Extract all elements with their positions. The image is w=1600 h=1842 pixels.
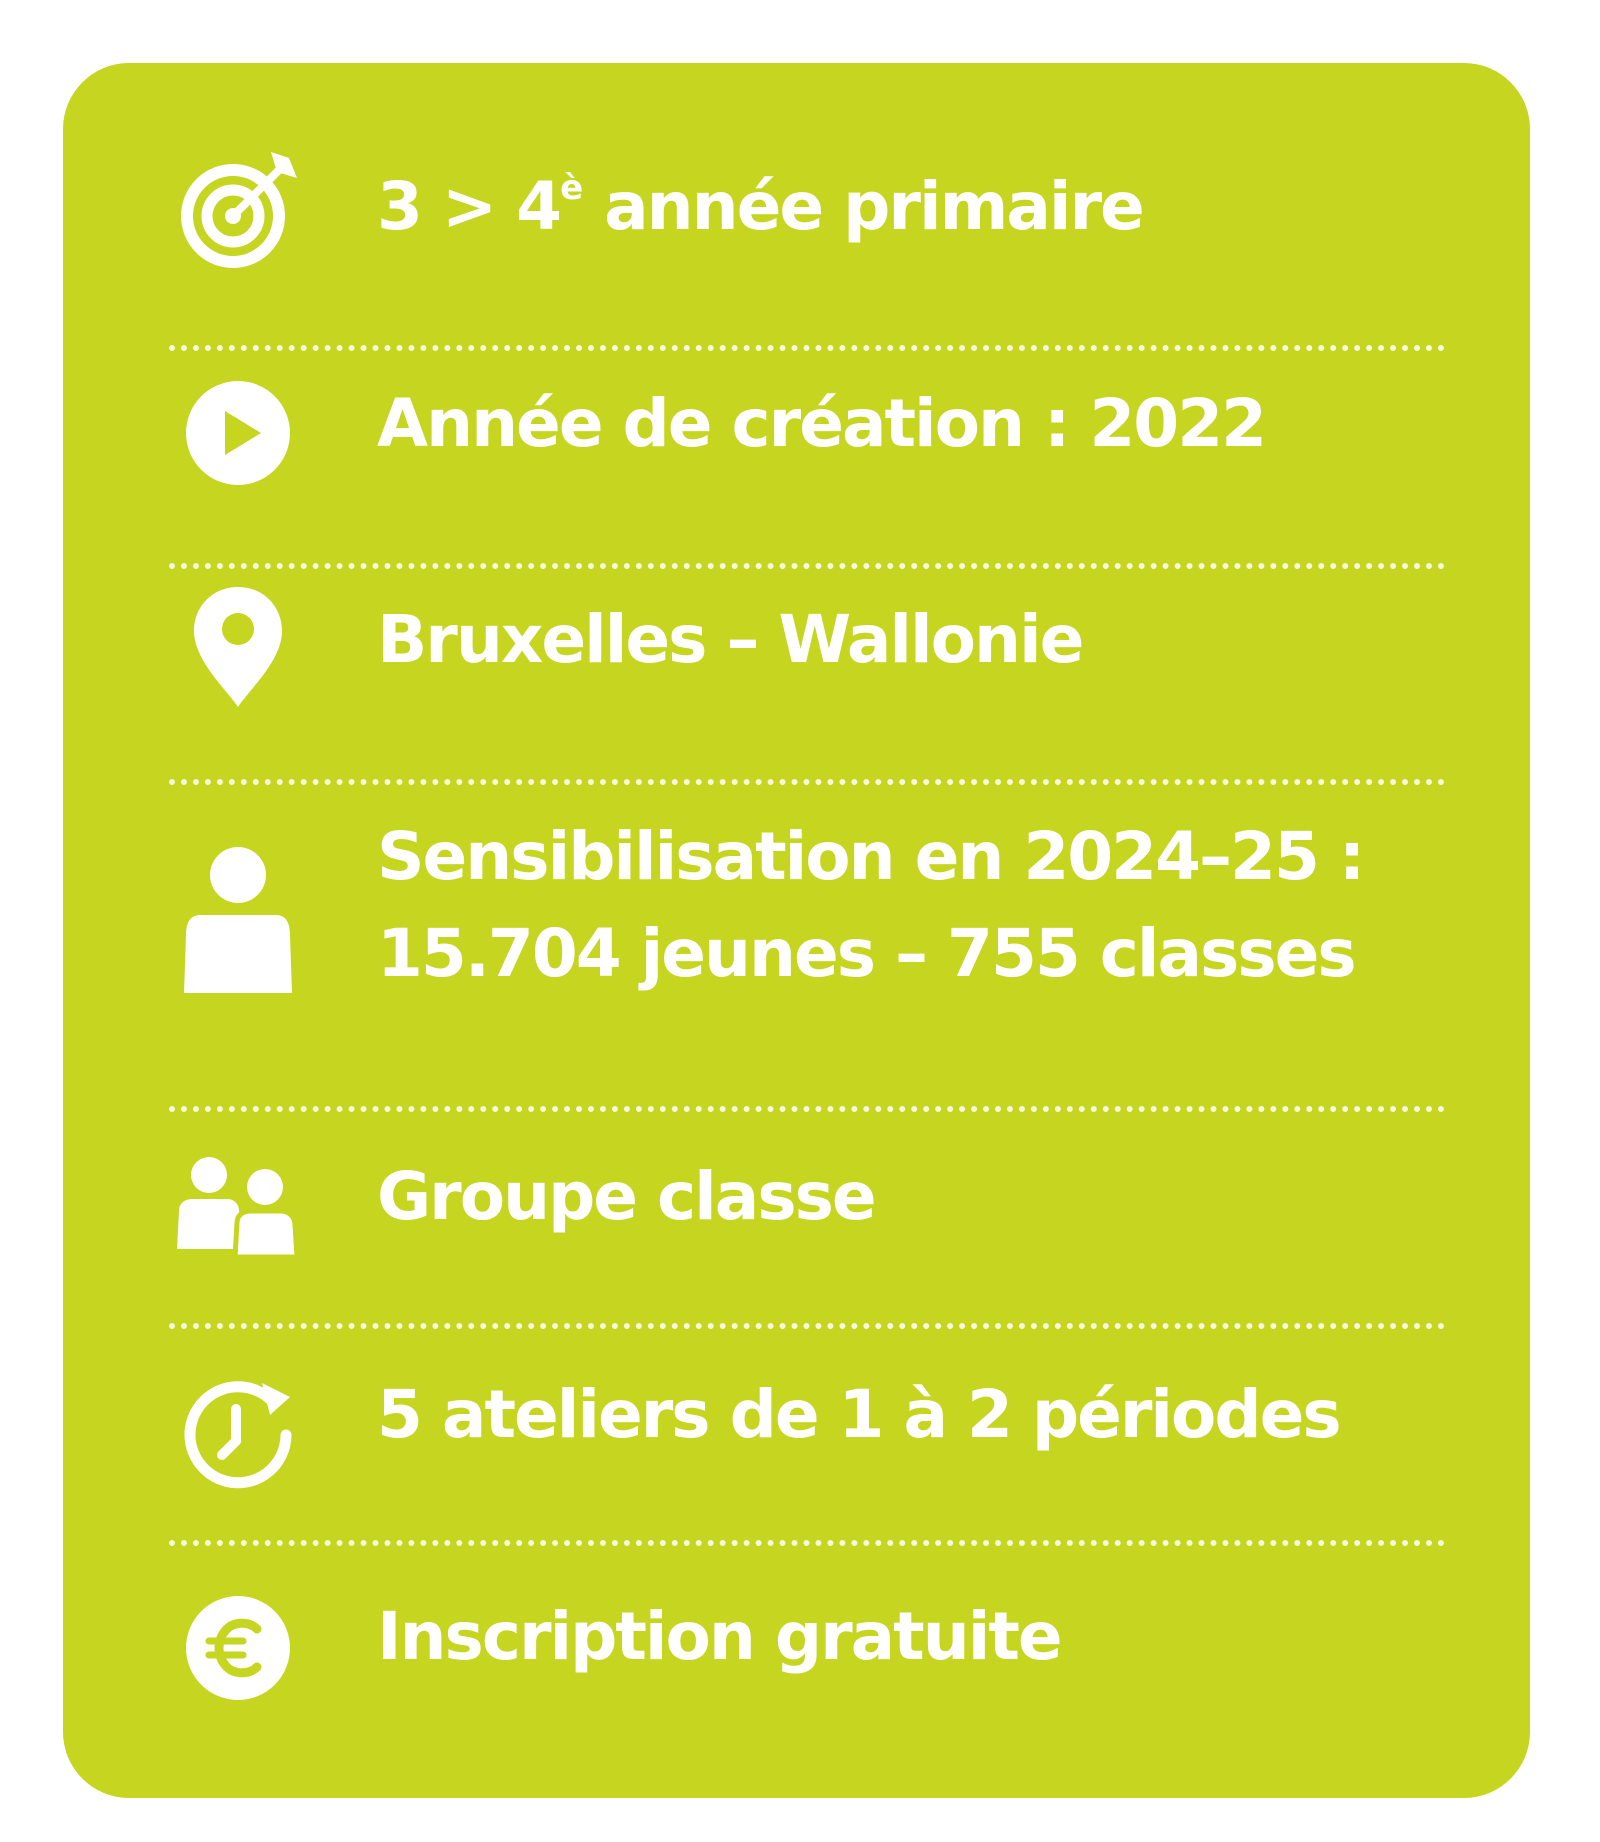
- divider: [169, 1323, 1445, 1329]
- divider: [169, 779, 1445, 785]
- region-text: Bruxelles – Wallonie: [377, 601, 1083, 678]
- awareness-line-1: Sensibilisation en 2024–25 :: [377, 818, 1364, 895]
- target-icon: [173, 148, 303, 278]
- creation-year-text: Année de création : 2022: [377, 385, 1266, 462]
- play-icon: [173, 368, 303, 498]
- location-pin-icon: [173, 583, 303, 713]
- workshops-text: 5 ateliers de 1 à 2 périodes: [377, 1376, 1340, 1453]
- person-icon: [173, 843, 303, 1003]
- awareness-line-2: 15.704 jeunes – 755 classes: [377, 915, 1355, 992]
- timer-icon: [173, 1368, 303, 1498]
- divider: [169, 345, 1445, 351]
- divider: [169, 563, 1445, 569]
- registration-text: Inscription gratuite: [377, 1598, 1061, 1675]
- info-card: [63, 63, 1530, 1798]
- group-icon: [173, 1143, 303, 1273]
- group-type-text: Groupe classe: [377, 1158, 875, 1235]
- euro-icon: [173, 1583, 303, 1713]
- divider: [169, 1540, 1445, 1546]
- divider: [169, 1106, 1445, 1112]
- grade-level-text: $3 > 4^è$ année primaire: [377, 168, 1143, 245]
